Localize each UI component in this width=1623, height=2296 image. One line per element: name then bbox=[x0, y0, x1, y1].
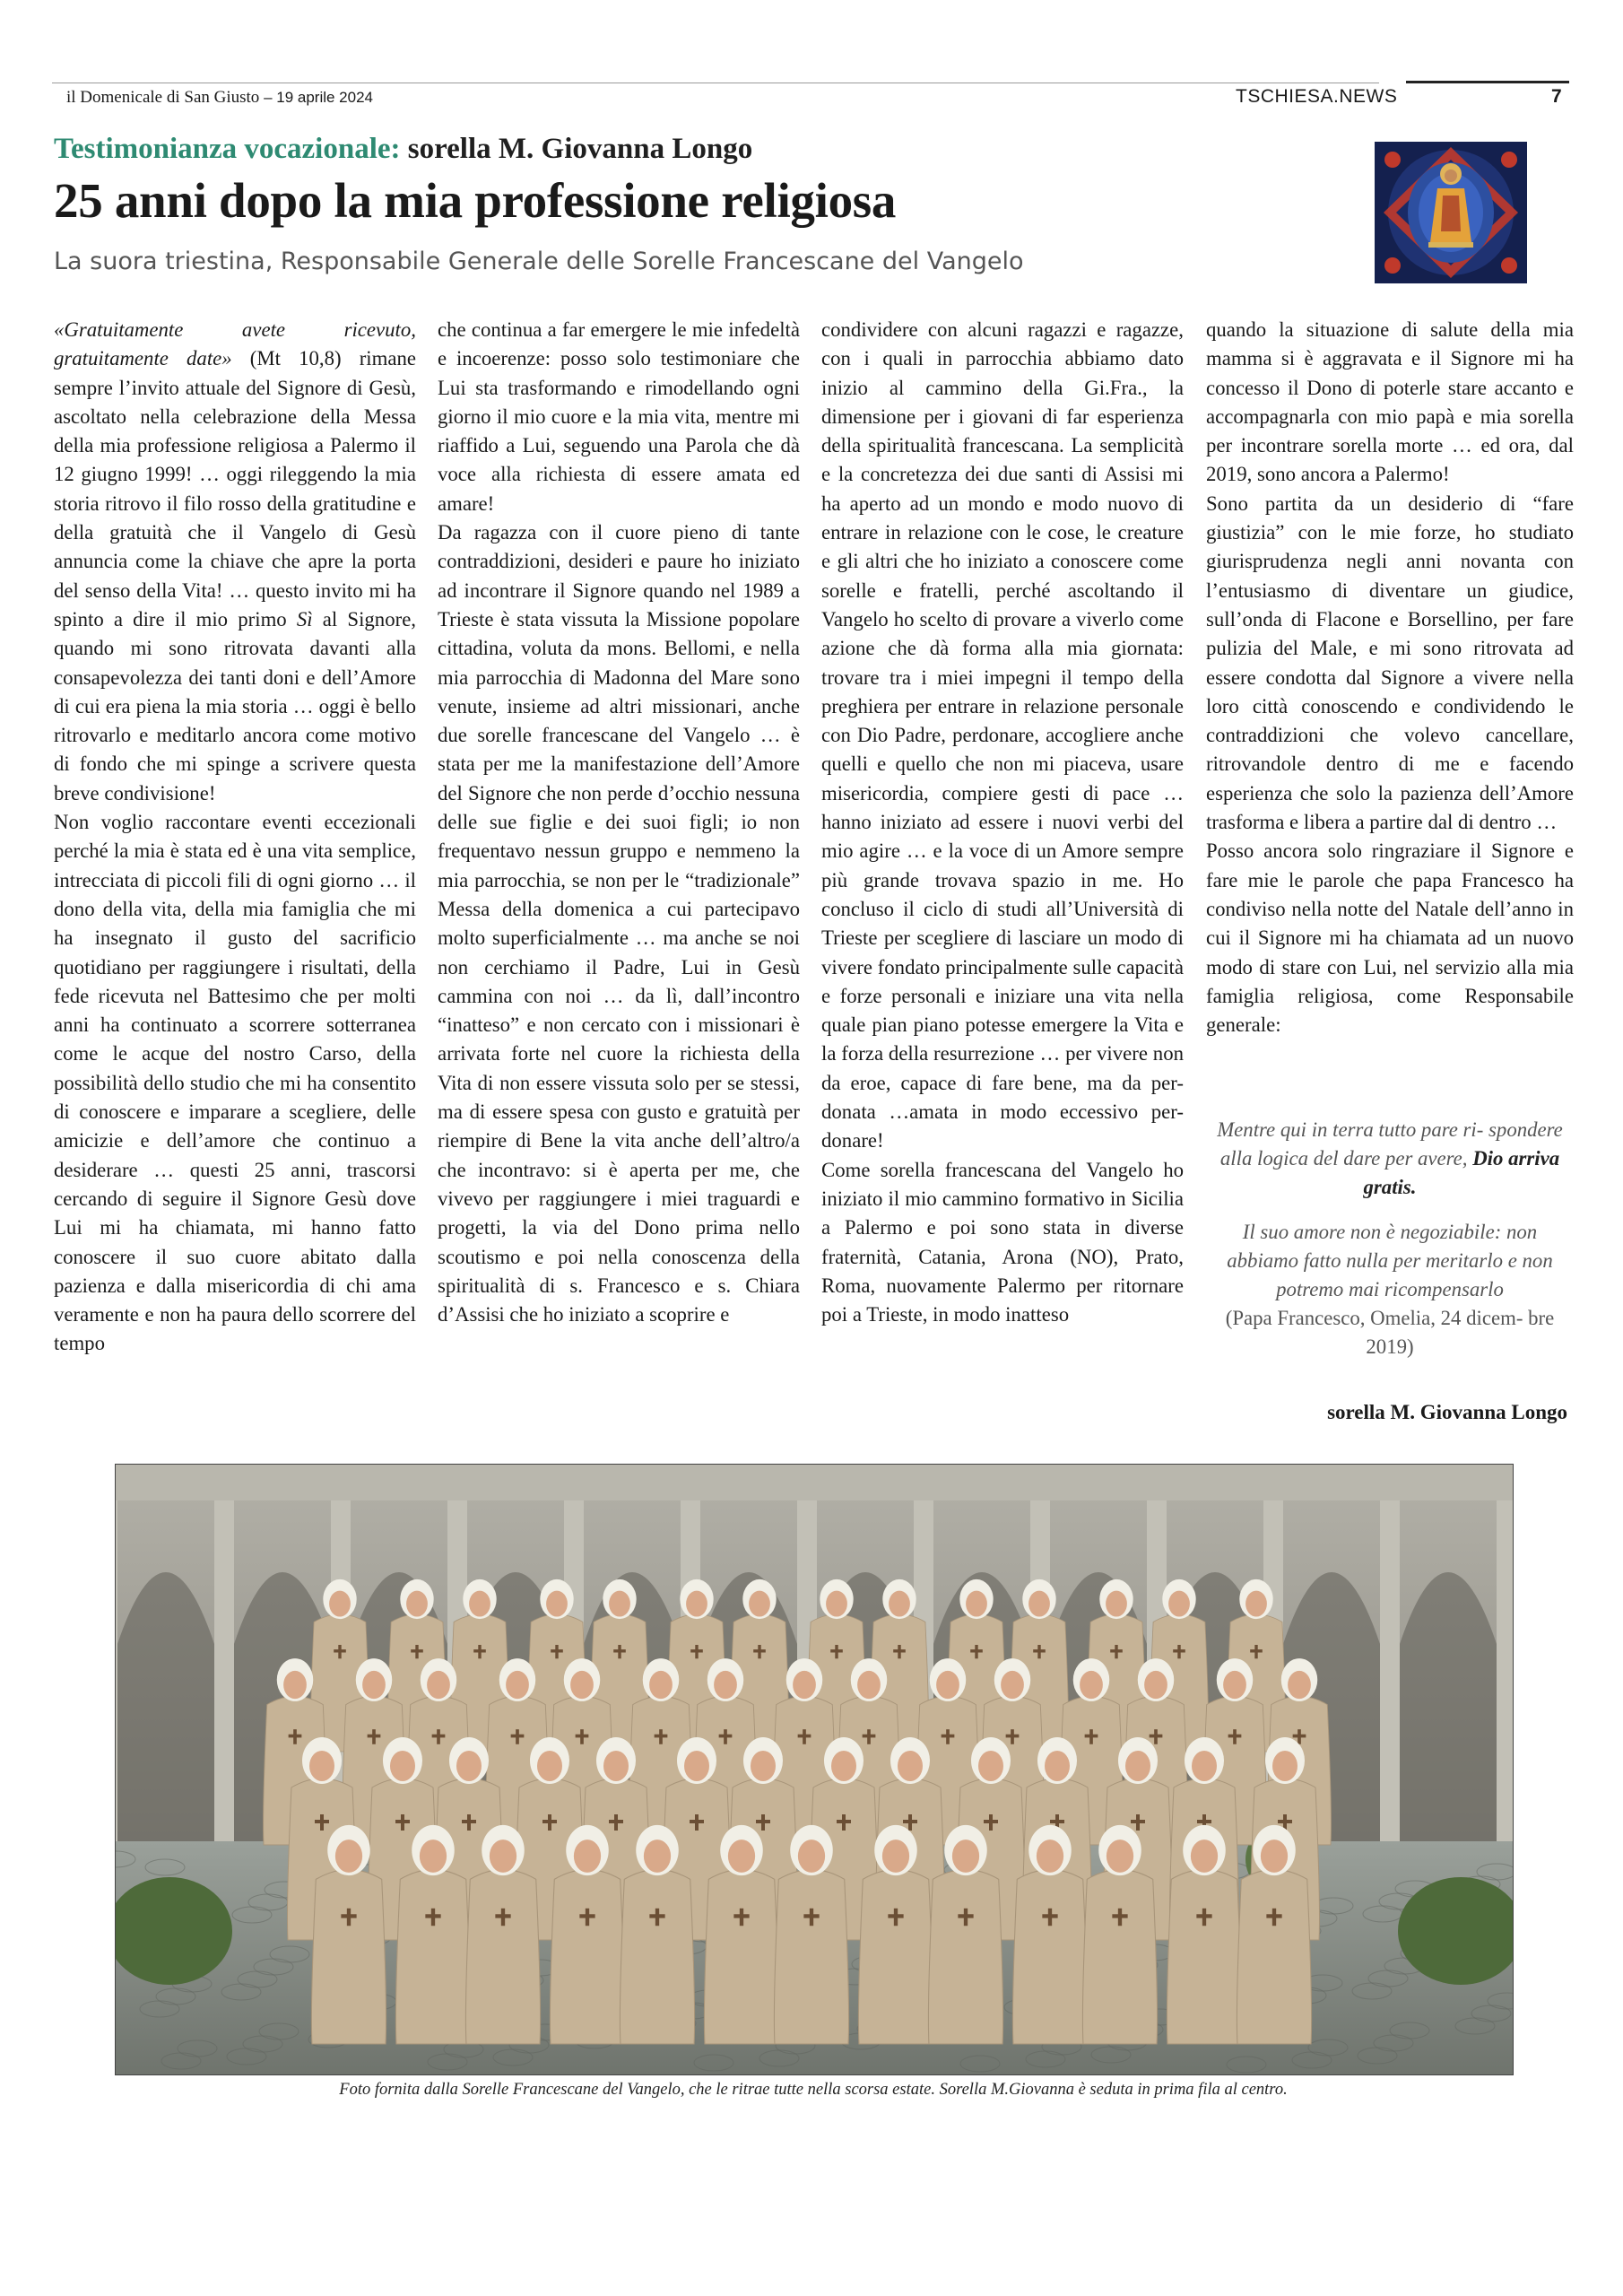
paragraph: Sono partita da un desiderio di “fare giustizia” con le mie forze, ho studiato giurisprudenza negli anni novanta con l’entusiasmo di diventare un giudice, sull’onda di Flacone e Borsellino, per fare pulizia del Male, e mi sono ritrovata ad essere condotta dal Signore a vivere nella loro città conoscendo e condividendo le contraddizioni che volevo cancellare, ritrovandole dentro di me e facendo esperienza che solo la pazienza dell’Amore trasforma e libera a partire dal di dentro … bbox=[1206, 491, 1574, 834]
paragraph: Come sorella francescana del Vangelo ho iniziato il mio cammino formativo in Sicilia a Palermo e poi sono stata in diverse fraternità, Catania, Arona (NO), Prato, Roma, nuovamente Palermo per ritornare poi a Trieste, in modo inatteso bbox=[821, 1158, 1184, 1326]
quote-text: Mentre qui in terra tutto pare ri- spondere alla logica del dare per avere, bbox=[1217, 1118, 1563, 1170]
photo-caption: Foto fornita dalla Sorelle Francescane del Vangelo, che le ritrae tutte nella scorsa estate. Sorella M.Giovanna è seduta in prima fila al centro. bbox=[339, 2081, 1288, 2099]
paragraph: Posso ancora solo ringraziare il Signore e fare mie le parole che papa Francesco ha condiviso nella notte del Natale dell’anno in cui il Signore mi ha chiamata ad un nuovo modo di stare con Lui, nel servizio alla mia famiglia religiosa, come Responsabile generale: bbox=[1206, 839, 1574, 1037]
text-run: al Signore, quando mi sono ritrovata davanti alla consapevolezza dei tanti doni e dell’Amore di cui era piena la mia storia … oggi è bello ritrovarlo e meditarlo ancora come motivo di fondo che mi spinge a scrivere questa breve condivisione! bbox=[54, 607, 416, 804]
article-column-4 bbox=[1206, 316, 1574, 1168]
author-signature: sorella M. Giovanna Longo bbox=[1327, 1401, 1567, 1423]
article-column-3 bbox=[821, 316, 1184, 1464]
quote-source: (Papa Francesco, Omelia, 24 dicem- bre 2019) bbox=[1225, 1307, 1555, 1358]
article-title: 25 anni dopo la mia professione religiosa bbox=[54, 173, 897, 228]
pull-quote-1 bbox=[1212, 1116, 1567, 1202]
kicker bbox=[54, 133, 752, 166]
quote-emphasis: Dio arriva gratis. bbox=[1363, 1147, 1560, 1198]
opening-quote: «Gratuitamente avete ricevuto, gratuitamente date» bbox=[54, 318, 416, 370]
paragraph: condividere con alcuni ragazzi e ragazze, con i quali in parrocchia abbiamo dato inizio al cammino della Gi.Fra., la dimensione per i giovani di far esperienza della spiritualità francescana. La semplicità e la concretezza dei due santi di Assisi mi ha aperto ad un mondo e modo nuovo di entrare in relazione con le cose, le creature e gli altri che ho iniziato a conoscere come sorelle e fratelli, perché ascoltando il Vangelo ho scelto di provare a viverlo come azione che dà forma alla mia giornata: trovare tra i miei impegni il tempo della preghiera per entrare in relazione personale con Dio Padre, perdonare, accogliere anche quelli e quello che non mi piaceva, usare misericordia, compiere gesti di pace … hanno iniziato ad essere i nuovi verbi del mio agire … e la voce di un Amore sempre più grande trovava spazio in me. Ho concluso il ciclo di studi all’Università di Trieste per scegliere di lasciare un modo di vivere fondato principalmente sulle capacità e forze personali e iniziare una vita nella quale pian piano potesse emergere la Vita e la forza della resurrezione … per vivere non da eroe, capace di fare bene, ma da per-donata …amata in modo eccessivo per-donare! bbox=[821, 318, 1184, 1152]
header-rule-accent bbox=[1406, 81, 1569, 83]
publication-name: il Domenicale di San Giusto bbox=[66, 88, 260, 107]
publication-date: – 19 aprile 2024 bbox=[264, 89, 373, 106]
paragraph: Non voglio raccontare eventi eccezionali perché la mia è stata ed è una vita semplice, intrecciata di piccoli fili di ogni giorno … il dono della vita, della mia famiglia che mi ha insegnato il gusto del sacrificio quotidiano per raggiungere i risultati, della fede ricevuta nel Battesimo che per molti anni ha continuato a scorrere sotterranea come le acque del nostro Carso, della possibilità dello studio che mi ha consentito di conoscere e imparare a scegliere, delle amicizie e dell’amore che continuo a desiderare … questi 25 anni, trascorsi cercando di seguire il Signore Gesù dove Lui mi ha chiamata, mi hanno fatto conoscere il suo cuore abitato dalla pazienza e dalla misericordia di chi ama veramente e non ha paura dello scorrere del tempo bbox=[54, 811, 416, 1355]
publication-line bbox=[66, 88, 373, 108]
paragraph: quando la situazione di salute della mia mamma si è aggravata e il Signore mi ha concesso il Dono di poterle stare accanto e accompagnarla con mio papà e mia sorella per incontrare sorella morte … ed ora, dal 2019, sono ancora a Palermo! bbox=[1206, 318, 1574, 486]
group-photo bbox=[115, 1464, 1514, 2075]
page-number: 7 bbox=[1551, 86, 1562, 107]
kicker-label: Testimonianza vocazionale: bbox=[54, 133, 401, 165]
article-subtitle: La suora triestina, Responsabile Generale delle Sorelle Francescane del Vangelo bbox=[54, 248, 1024, 275]
group-photo-illustration bbox=[116, 1465, 1513, 2074]
christ-icon-image bbox=[1375, 142, 1527, 283]
paragraph: che continua a far emergere le mie infedeltà e incoerenze: posso solo testimoniare che Lui sta trasformando e rimodellando ogni giorno il mio cuore e la mia vita, mentre mi riaffido a Lui, seguendo una Parola che dà voce alla richiesta di essere amata ed amare! bbox=[438, 318, 800, 515]
article-column-2 bbox=[438, 316, 800, 1464]
paragraph bbox=[54, 316, 416, 808]
pull-quote-2: Il suo amore non è negoziabile: non abbiamo fatto nulla per meritarlo e non potremo mai ricompensarlo bbox=[1227, 1221, 1553, 1300]
text-run: (Mt 10,8) rimane sempre l’invito attuale del Signore di Gesù, ascoltato nella celebrazione della Messa della mia professione religiosa a Palermo il 12 giugno 1999! … oggi rileggendo la mia storia ritrovo il filo rosso della gratitudine e della gratuità che il Vangelo di Gesù annuncia come la chiave che apre la porta del senso della Vita! … questo invito mi ha spinto a dire il mio primo bbox=[54, 347, 416, 631]
article-column-1 bbox=[54, 316, 416, 1464]
site-name[interactable]: TSCHIESA.NEWS bbox=[1236, 86, 1398, 107]
text-run-italic: Sì bbox=[296, 607, 313, 631]
paragraph: Da ragazza con il cuore pieno di tante contraddizioni, desideri e paure ho iniziato ad incontrare il Signore quando nel 1989 a Trieste è stata vissuta la Missione popolare cittadina, voluta da mons. Bellomi, e nella mia parrocchia di Madonna del Mare sono venute, insieme ad altri missionari, anche due sorelle francescane del Vangelo … è stata per me la manifestazione dell’Amore del Signore che non perde d’occhio nessuna delle sue figlie e dei suoi figli; io non frequentavo nessun gruppo e nemmeno la mia parrocchia, se non per le “tradizionale” Messa della domenica a cui partecipavo molto superficialmente … ma anche se noi non cerchiamo il Padre, Lui in Gesù cammina con noi … da lì, dall’incontro “inatteso” e non cercato con i missionari è arrivata forte nel cuore la richiesta della Vita di non essere vissuta solo per se stessi, ma di essere spesa con gusto e gratuità per riempire di Bene la vita anche dell’altro/a che incontravo: si è aperta per me, che vivevo per raggiungere i miei traguardi e progetti, la via del Dono prima nello scoutismo e poi nella conoscenza della spiritualità di s. Francesco e s. Chiara d’Assisi che ho iniziato a scoprire e bbox=[438, 521, 800, 1326]
kicker-author: sorella M. Giovanna Longo bbox=[407, 133, 753, 165]
christ-icon bbox=[1375, 142, 1527, 283]
